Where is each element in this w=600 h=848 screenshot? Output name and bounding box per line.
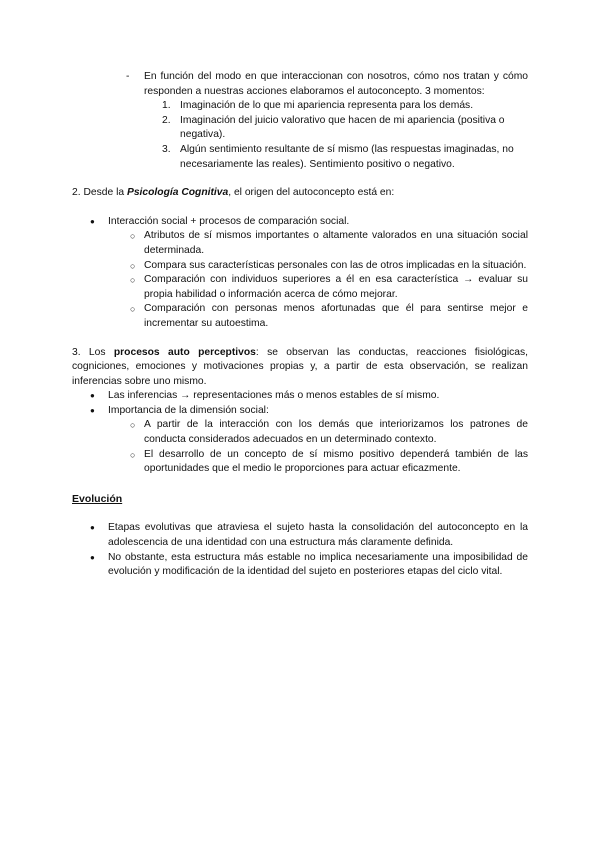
dash-item-text: En función del modo en que interaccionan con nosotros, cómo nos tratan y cómo responden a nuestras acciones elaboramos el autoconcepto. 3 momentos: [144,71,528,97]
section-2-list [72,215,528,332]
text-span: : se observan las conductas, reacciones fisiológicas, cogniciones, emociones y motivaciones propias y, a partir de esta observación, se realizan inferencias sobre uno mismo. [72,346,528,387]
circle-marker: ○ [130,304,136,315]
circle-marker: ○ [130,231,136,242]
bullet-marker: ● [90,216,95,226]
list-item-text: Comparación con personas menos afortunadas que él para sentirse mejor e incrementar su autoestima. [144,303,528,329]
list-item-text: El desarrollo de un concepto de sí mismo positivo dependerá también de las oportunidades que el medio le proporciones para actuar eficazmente. [144,448,528,475]
bullet-marker: ● [90,391,95,401]
list-item-text: Atributos de sí mismos importantes o altamente valorados en una situación social determinada. [144,230,528,256]
bullet-marker: ● [90,523,95,533]
section-heading-evolucion: Evolución [72,492,123,505]
dash-list [72,70,528,99]
list-number: 3. [162,143,171,155]
list-item [72,99,528,114]
list-item [72,259,528,274]
bullet-marker: ● [90,405,95,415]
circle-marker: ○ [130,449,136,460]
list-item-text: Imaginación de lo que mi apariencia representa para los demás. [180,100,474,112]
circle-marker: ○ [130,260,136,271]
list-item-text: Etapas evolutivas que atraviesa el sujeto hasta la consolidación del autoconcepto en la adolescencia de una identidad con una estructura más claramente definida. [108,522,528,549]
list-item [72,521,528,550]
list-number: 2. [162,114,171,126]
list-item-text: Compara sus características personales con las de otros implicadas en la situación. [144,259,527,271]
section-3-list [72,389,528,477]
section-3-term: procesos auto perceptivos [113,346,256,358]
moments-list [72,99,528,172]
list-item [72,215,528,230]
list-number: 1. [162,100,171,112]
list-item-text: Algún sentimiento resultante de sí mismo (las respuestas imaginadas, no necesariamente las reales). Sentimiento positivo o negativo. [180,143,514,170]
circle-marker: ○ [130,420,136,431]
bullet-marker: ● [90,552,95,562]
text-span: 3. Los [72,346,114,358]
list-item [72,143,528,172]
list-item [72,389,528,404]
list-item [72,114,528,143]
dash-marker: - [126,71,130,82]
text-span: , el origen del autoconcepto está en: [228,187,395,199]
list-item [72,273,528,302]
section-2-term: Psicología Cognitiva [126,187,229,199]
text-span: 2. Desde la [72,187,127,199]
list-item-text: Imaginación del juicio valorativo que hacen de mi apariencia (positiva o negativa). [180,114,505,141]
list-item [72,418,528,447]
list-item-text: Comparación con individuos superiores a él en esa característica → evaluar su propia habilidad o información acerca de cómo mejorar. [144,274,528,300]
list-item-text: No obstante, esta estructura más estable no implica necesariamente una imposibilidad de evolución y modificación de la identidad del sujeto en posteriores etapas del ciclo vital. [108,551,528,578]
list-item-text: A partir de la interacción con los demás que interiorizamos los patrones de conducta considerados adecuados en un determinado contexto. [144,419,528,446]
list-item-text: Las inferencias → representaciones más o menos estables de sí mismo. [108,390,440,402]
list-item [72,229,528,258]
evolucion-list [72,521,528,579]
section-3-intro [72,346,528,390]
circle-marker: ○ [130,275,136,286]
dash-item [72,70,528,99]
section-2-intro [72,186,528,201]
list-item-text: Importancia de la dimensión social: [108,404,269,416]
list-item [72,302,528,331]
list-item [72,551,528,580]
list-item [72,404,528,419]
list-item [72,448,528,477]
list-item-text: Interacción social + procesos de comparación social. [108,215,350,227]
